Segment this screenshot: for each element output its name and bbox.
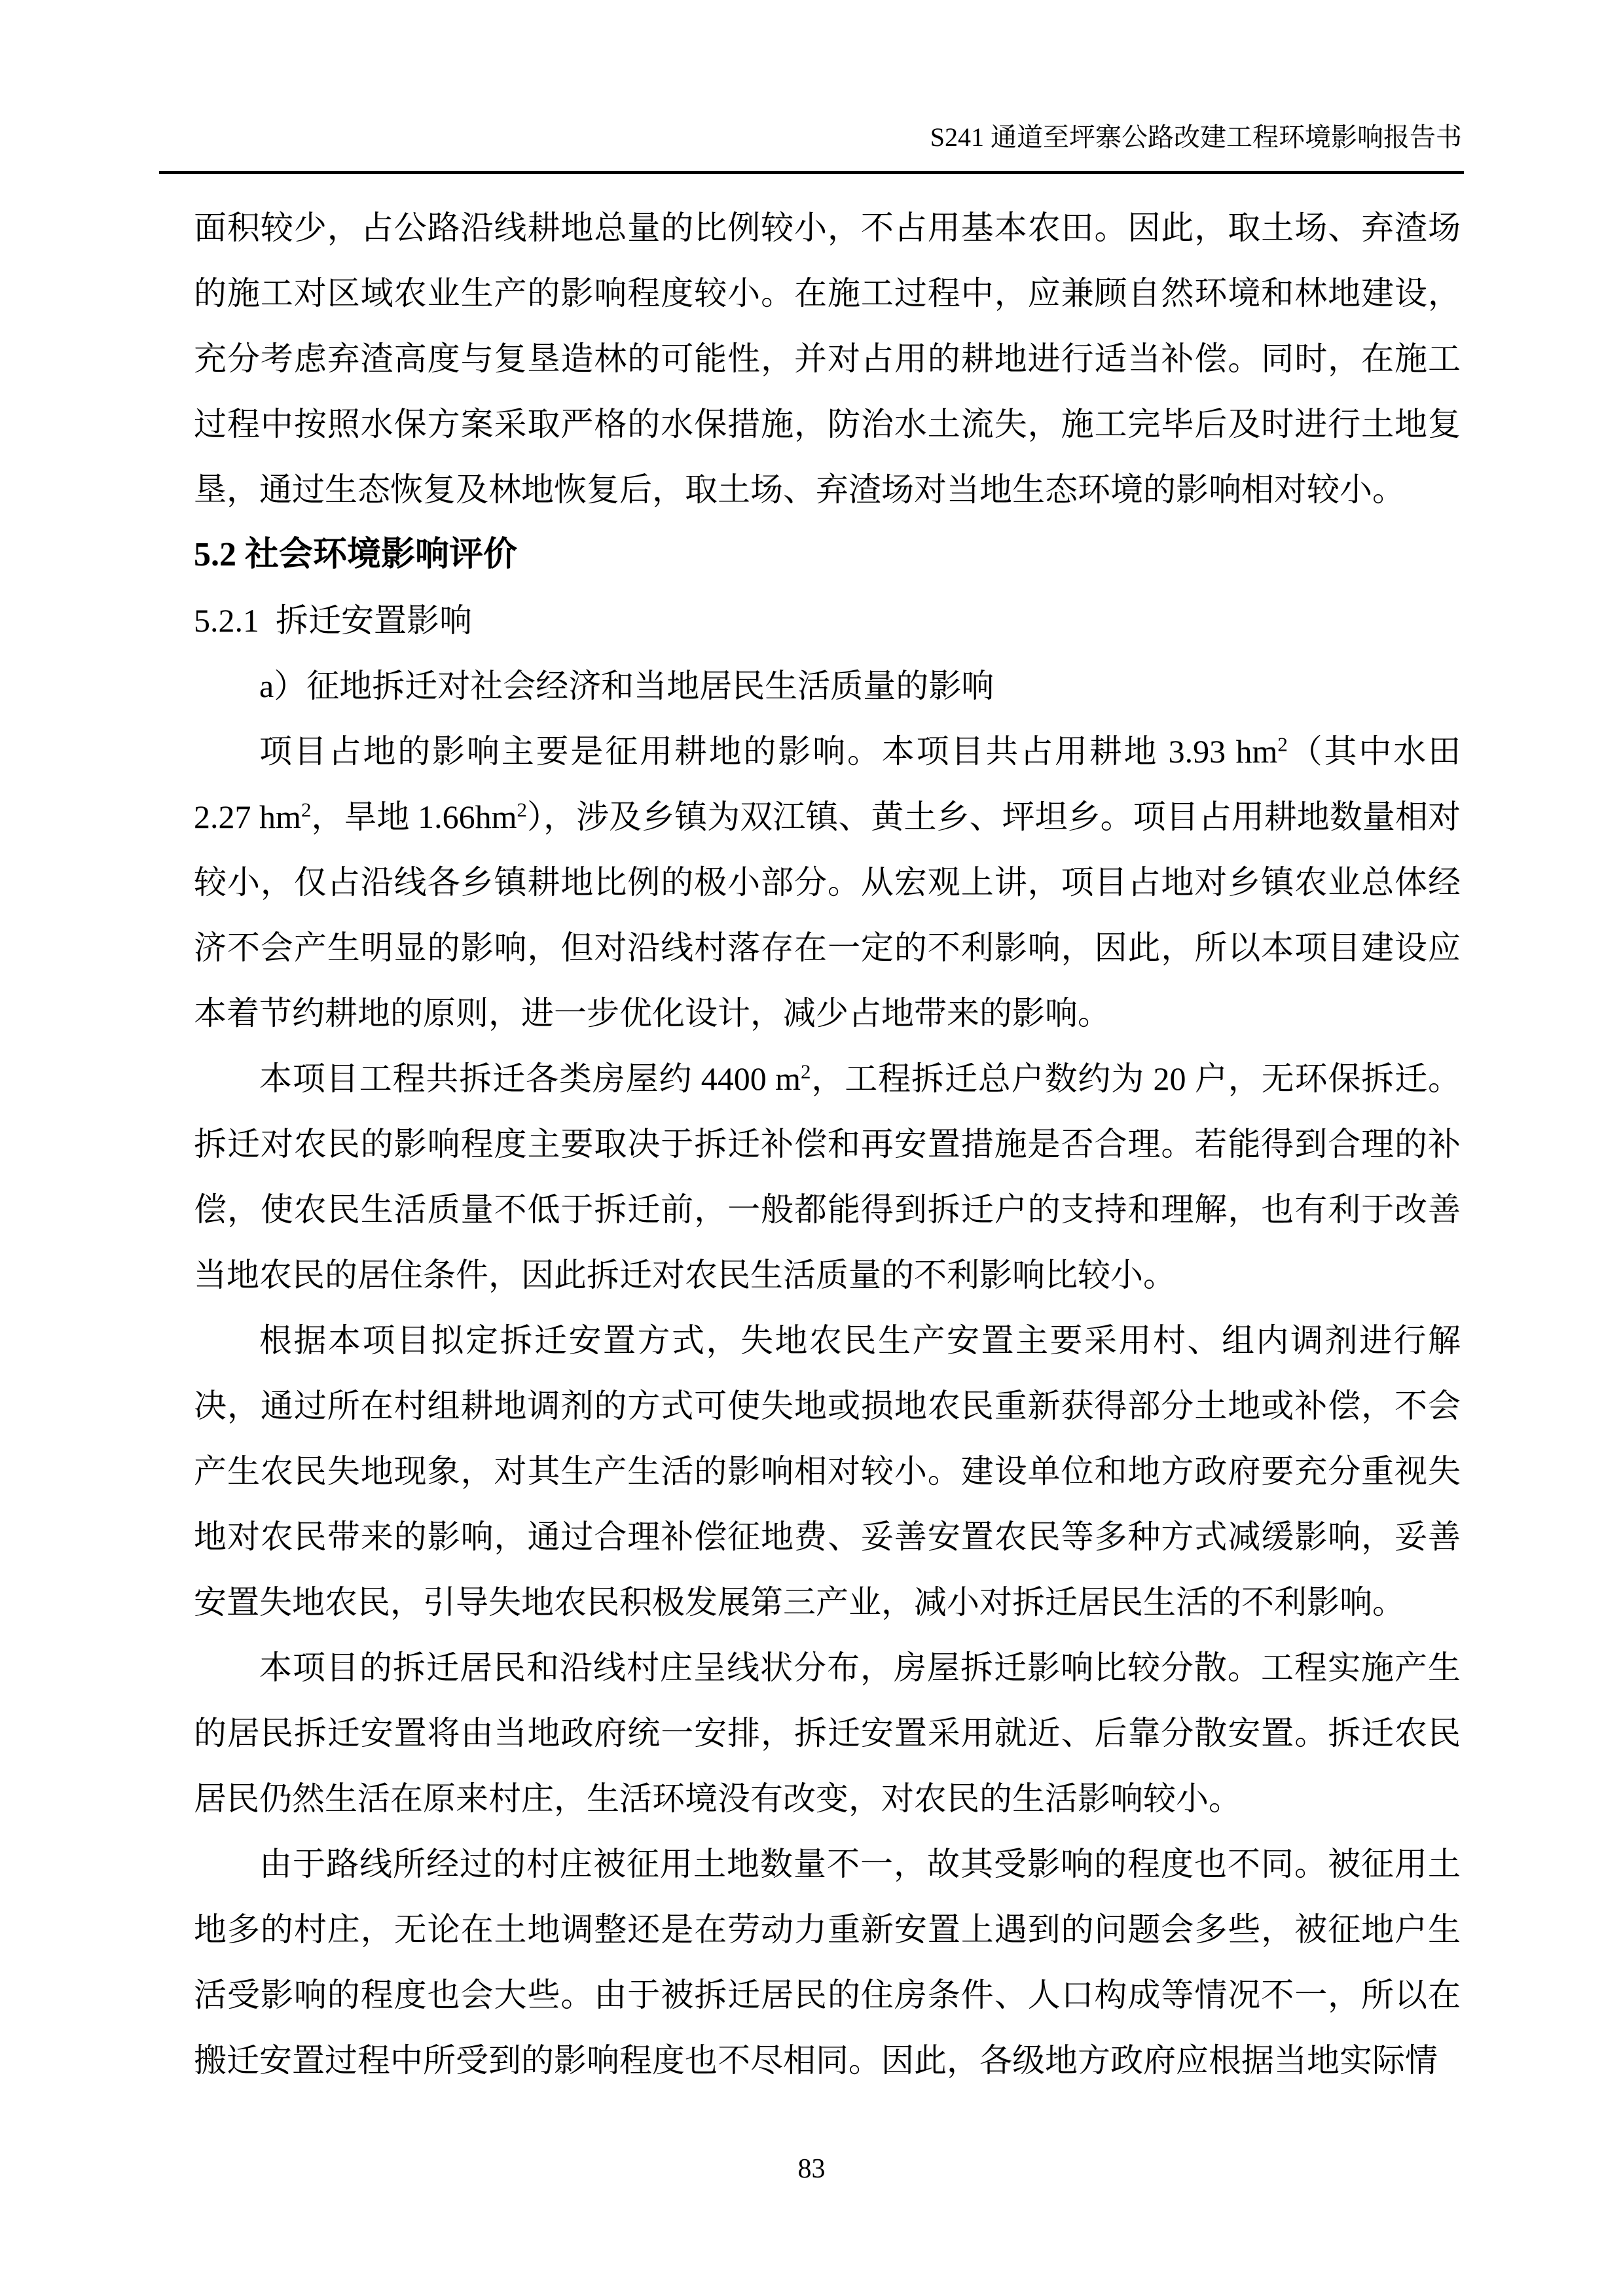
heading-2: 5.2 社会环境影响评价 — [194, 536, 518, 573]
header-divider — [159, 171, 1464, 174]
paragraph: 本项目工程共拆迁各类房屋约 4400 $m^2$，工程拆迁总户数约为 20 户，无环保拆迁。拆迁对农民的影响程度主要取决于拆迁补偿和再安置措施是否合理。若能得到合理的补偿，使农民生活质量不低于拆迁前，一般都能得到拆迁户的支持和理解，也有利于改善当地农民的居住条件，因此拆迁对农民生活质量的不利影响比较小。 — [194, 1060, 1461, 1293]
document-body — [194, 195, 1469, 2093]
superscript: 2 — [801, 1060, 811, 1083]
paragraph-continuation: 面积较少，占公路沿线耕地总量的比例较小，不占用基本农田。因此，取土场、弃渣场的施工对区域农业生产的影响程度较小。在施工过程中，应兼顾自然环境和林地建设，充分考虑弃渣高度与复垦造林的可能性，并对占用的耕地进行适当补偿。同时，在施工过程中按照水保方案采取严格的水保措施，防治水土流失，施工完毕后及时进行土地复垦，通过生态恢复及林地恢复后，取土场、弃渣场对当地生态环境的影响相对较小。 — [194, 209, 1461, 508]
paragraph: 由于路线所经过的村庄被征用土地数量不一，故其受影响的程度也不同。被征用土地多的村庄，无论在土地调整还是在劳动力重新安置上遇到的问题会多些，被征地户生活受影响的程度也会大些。由于被拆迁居民的住房条件、人口构成等情况不一，所以在搬迁安置过程中所受到的影响程度也不尽相同。因此，各级地方政府应根据当地实际情 — [194, 1846, 1461, 2079]
paragraph: 项目占地的影响主要是征用耕地的影响。本项目共占用耕地 3.93 $hm^2$（其中水田 2.27 $hm^2$，旱地 $1.66hm^2$），涉及乡镇为双江镇、黄土乡、坪坦乡。项目占用耕地数量相对较小，仅占沿线各乡镇耕地比例的极小部分。从宏观上讲，项目占地对乡镇农业总体经济不会产生明显的影响，但对沿线村落存在一定的不利影响，因此，所以本项目建设应本着节约耕地的原则，进一步优化设计，减少占地带来的影响。 — [194, 732, 1469, 1031]
paragraph: 本项目的拆迁居民和沿线村庄呈线状分布，房屋拆迁影响比较分散。工程实施产生的居民拆迁安置将由当地政府统一安排，拆迁安置采用就近、后靠分散安置。拆迁农民居民仍然生活在原来村庄，生活环境没有改变，对农民的生活影响较小。 — [194, 1649, 1461, 1817]
list-item: a）征地拆迁对社会经济和当地居民生活质量的影响 — [259, 668, 994, 704]
page-header-title: S241 通道至坪寨公路改建工程环境影响报告书 — [930, 122, 1462, 152]
page-number: 83 — [797, 2154, 826, 2184]
superscript: 2 — [301, 798, 312, 821]
paragraph: 根据本项目拟定拆迁安置方式，失地农民生产安置主要采用村、组内调剂进行解决，通过所在村组耕地调剂的方式可使失地或损地农民重新获得部分土地或补偿，不会产生农民失地现象，对其生产生活的影响相对较小。建设单位和地方政府要充分重视失地对农民带来的影响，通过合理补偿征地费、妥善安置农民等多种方式减缓影响，妥善安置失地农民，引导失地农民积极发展第三产业，减小对拆迁居民生活的不利影响。 — [194, 1322, 1461, 1621]
superscript: 2 — [1277, 732, 1288, 756]
heading-3: 5.2.1 拆迁安置影响 — [194, 602, 472, 639]
superscript: 2 — [517, 798, 527, 821]
